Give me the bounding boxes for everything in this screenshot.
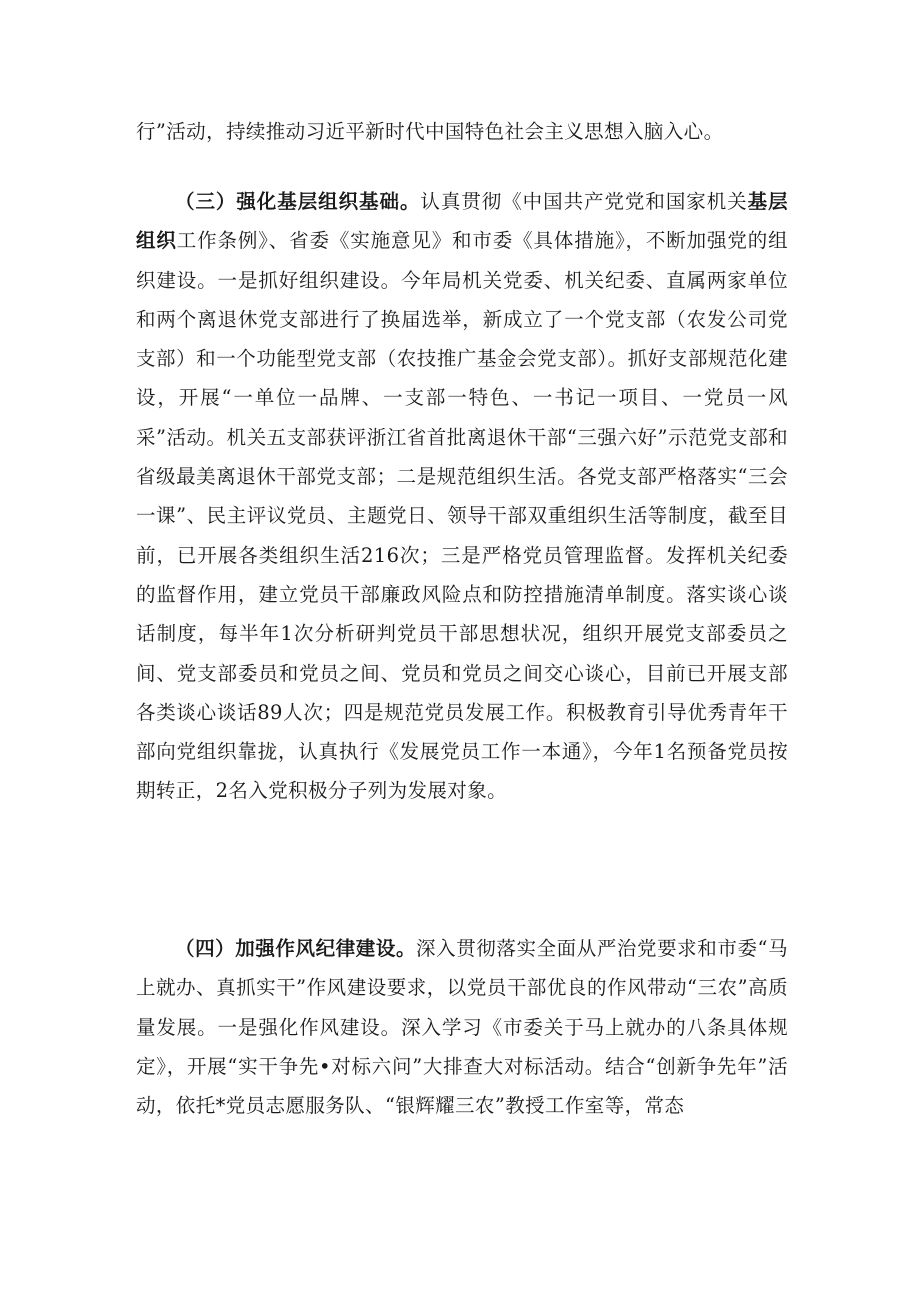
paragraph-continuation — [136, 112, 788, 151]
section-3-body-part1: 认真贯彻《中国共产党党和国家机关 — [420, 190, 748, 213]
continuation-text: 行”活动，持续推动习近平新时代中国特色社会主义思想入脑入心。 — [136, 120, 724, 143]
section-4-body: 深入贯彻落实全面从严治党要求和市委“马上就办、真抓实干”作风建设要求，以党员干部优良的作风带动“三农”高质量发展。一是强化作风建设。深入学习《市委关于马上就办的八条具体规定》，开展“实干争先•对标六问”大排查大对标活动。结合“创新争先年”活动，依托*党员志愿服务队、“银辉耀三农”教授工作室等，常态 — [136, 937, 788, 1118]
section-3-bold-term: 基层组织 — [136, 190, 788, 253]
paragraph-section-3 — [136, 182, 788, 811]
section-4-heading: （四）加强作风纪律建设。 — [175, 937, 417, 960]
section-3-body-part2: 工作条例》、省委《实施意见》和市委《具体措施》，不断加强党的组织建设。一是抓好组织建设。今年局机关党委、机关纪委、直属两家单位和两个离退休党支部进行了换届选举，新成立了一个党支部（农发公司党支部）和一个功能型党支部（农技推广基金会党支部）。抓好支部规范化建设，开展“一单位一品牌、一支部一特色、一书记一项目、一党员一风采”活动。机关五支部获评浙江省首批离退休干部“三强六好”示范党支部和省级最美离退休干部党支部；二是规范组织生活。各党支部严格落实“三会一课”、民主评议党员、主题党日、领导干部双重组织生活等制度，截至目前，已开展各类组织生活216次；三是严格党员管理监督。发挥机关纪委的监督作用，建立党员干部廉政风险点和防控措施清单制度。落实谈心谈话制度，每半年1次分析研判党员干部思想状况，组织开展党支部委员之间、党支部委员和党员之间、党员和党员之间交心谈心，目前已开展支部各类谈心谈话89人次；四是规范党员发展工作。积极教育引导优秀青年干部向党组织靠拢，认真执行《发展党员工作一本通》，今年1名预备党员按期转正，2名入党积极分子列为发展对象。 — [136, 229, 788, 803]
section-3-heading: （三）强化基层组织基础。 — [175, 190, 421, 213]
paragraph-section-4 — [136, 929, 788, 1125]
